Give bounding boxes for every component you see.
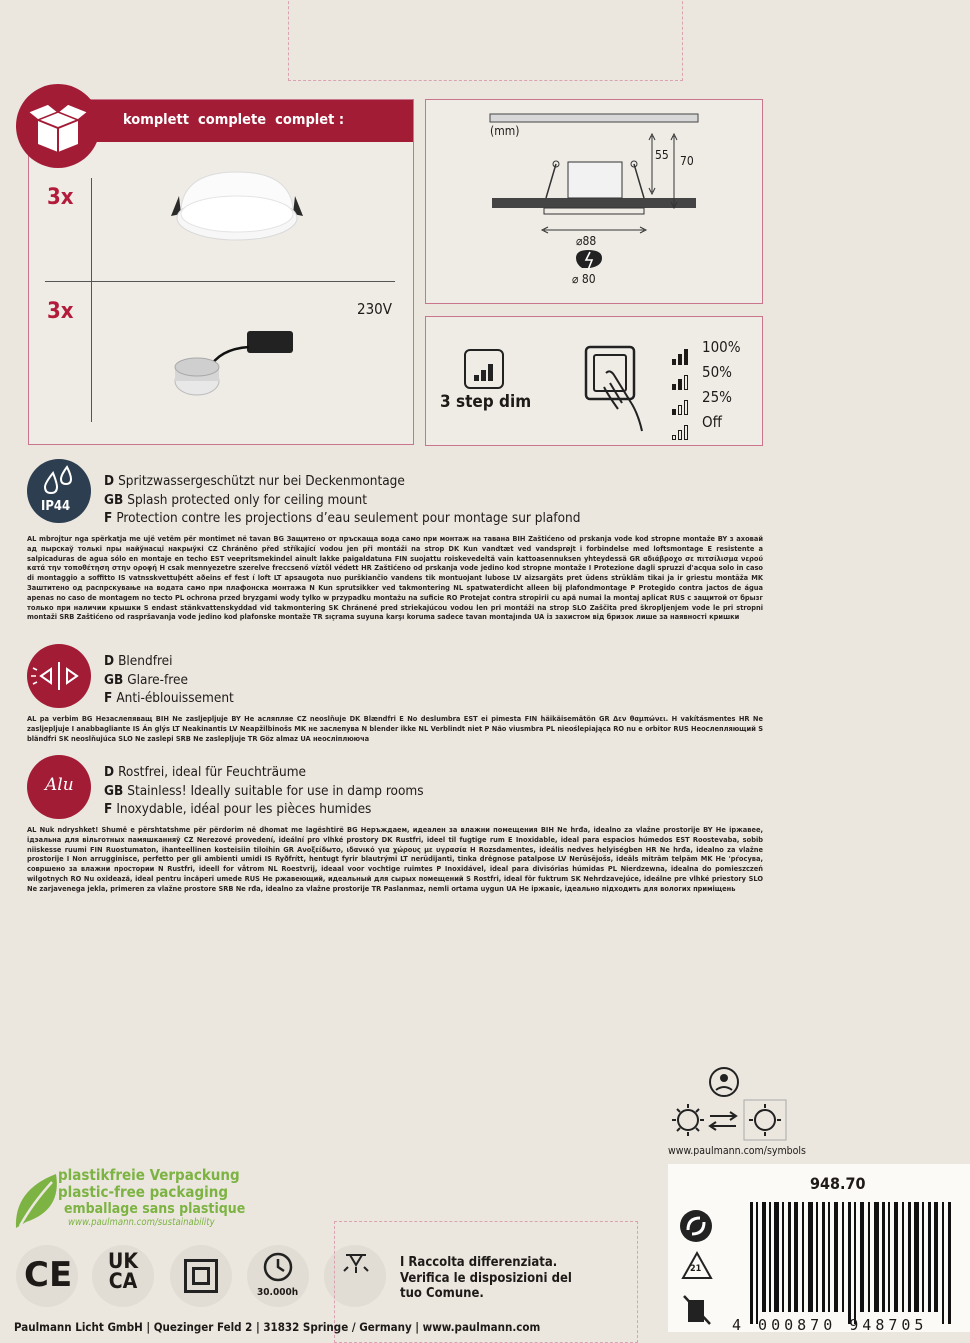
height-inner-label: 55 [655,148,669,162]
top-flap-outline [288,0,683,81]
qty-row-2: 3x [47,299,74,324]
aluminium-icon [27,755,91,819]
footer-address: Paulmann Licht GmbH | Quezinger Feld 2 | 31832 Springe / Germany | www.paulmann.com [14,1320,541,1334]
qty-divider [91,178,92,422]
feature-alu-text [104,763,764,819]
downlight-image [167,166,307,246]
dimensions-panel [425,99,763,304]
ukca-mark: UK CA [92,1245,154,1307]
dim-level-off: Off [672,410,741,435]
feature-ip44-gb: GB Splash protected only for ceiling mount [104,491,367,508]
packaging-line-de: plastikfreie Verpackung [58,1166,240,1184]
feature-glare-gb: GB Glare-free [104,671,188,688]
dim-steps-icon [464,349,504,389]
recycling-note: I Raccolta differenziata. Verifica le disposizioni del tuo Comune. [400,1255,572,1301]
lifetime-label: 30.000h [257,1287,299,1298]
leaf-icon [12,1170,64,1232]
bin-icon [682,1292,712,1326]
symbols-url: www.paulmann.com/symbols [668,1145,806,1157]
barcode-digits: 4 000870 948705 [732,1316,928,1334]
voltage-label: 230V [357,300,392,318]
packaging-line-en: plastic-free packaging [58,1183,229,1201]
glare-free-icon [27,644,91,708]
feature-ip44-translations: AL mbrojtur nga spërkatja me ujë vetëm për montimet në tavan BG Защитено от пръскаща вода само при монтаж на тавана BIH Zaštićeno od prskanja vode kod stropne montaže BY з аховай ад пырскаў толькі пры найўнасці накрыўкі CZ Chráněno před stříkající vodou jen při montáži na strop DK Kun vandtæt ved vandsprøjt i forbindelse med loftsmontage E resistente a salpicaduras de agua sólo en montaje en techo EST veepritsmekindel ainult lakke paigaldatuna FIN suojattu roiskevedeltä vain kattoasennuksen yhteydessä GR αδιάβροχο σε πιτσίλισμα νερού κατά την τοποθέτηση στην οροφή H csak mennyezetre szerelve freccsenő víztől védett HR Zaštićeno od prskanja vode jedino kod stropne montaže I Protezione dagli spruzzi d'acqua solo in caso di montaggio a soffitto IS vatnsskvettuþétt aðeins ef fest í loft LT apsaugota nuo purškiančio vandens tik montuojant lubose LV aizsargāts pret ūdens strūklām tikai ja ir griestu montāža MK Заштитено од распрскување на водата само при плафонска монтажа N Kun sprutsikker ved takmontering NL spatwaterdicht alleen bij plafondmontage P Protegido contra jactos de água apenas no caso de montagem no tecto PL ochrona przed bryzgami wody tylko w przypadku montażu na suficie RO Protejat contra stropirii cu apă numai la montaj aplicat RUS с защитой от брызг только при наличии крышки S endast stänkvattenskyddad vid takmontering SK Chránené pred striekajúcou vodou len pri montáži na strop SLO Zaščita pred škropljenjem vode le pri stropni montaži SRB Zaštićeno od raspršavanja vode jedino kod plafonske montaže TR sıçrama suyuna karşı koruma sadece tavan montajında UA із захистом від бризок лише за наявності кришки [27,534,763,622]
packaging-url: www.paulmann.com/sustainability [68,1217,215,1228]
diameter-label: ⌀88 [576,234,597,248]
dimming-panel [425,316,763,446]
feature-ip44-text [104,472,764,528]
feature-glare-f: F Anti-éblouissement [104,690,234,706]
cutout-label: ⌀ 80 [572,272,596,286]
row-divider [45,281,395,282]
feature-glare-text [104,652,764,708]
feature-alu-f: F Inoxydable, idéal pour les pièces humides [104,801,372,817]
feature-ip44-f: F Protection contre les projections d’eau seulement pour montage sur plafond [104,510,581,526]
feature-glare-d: D Blendfrei [104,653,173,669]
ce-mark: CE [16,1245,78,1307]
ip44-label: IP44 [41,499,71,514]
recycle-arrows-icon [678,1208,714,1244]
qty-row-1: 3x [47,185,74,210]
recycle-code: 21 [690,1264,702,1274]
packaging-line-fr: emballage sans plastique [64,1201,246,1217]
barcode-panel [668,1164,970,1332]
alu-label: Alu [45,775,74,795]
feature-ip44-d: D Spritzwassergeschützt nur bei Deckenmontage [104,473,405,489]
dim-level-100: 100% [672,335,741,360]
product-number: 948.70 [810,1174,866,1193]
packaging-claim [58,1167,245,1228]
feature-glare-translations: AL pa verbim BG Незаслепяващ BIH Ne zasljepljuje BY Не асляпляе CZ neoslňuje DK Blændfri E No deslumbra EST ei pimesta FIN häikäisemätön GR Δεν θαμπώνει. H vakításmentes HR Ne zasljepljuje I anabbagliante IS Án glýs LT Neakinantis LV Neapžilbinošs MK не заслепува N blender ikke NL Verblindt niet P Não viusmbra PL nieoślepiająca RO nu e orbitor RUS Неослепляющий S bländfri SK neoslňujúca SLO Ne zaslepi SRB Ne zasleplјuje TR Göz almaz UA неосліплююча [27,714,763,743]
dim-levels [672,335,741,435]
dim-level-50: 50% [672,360,741,385]
ip44-icon [27,459,91,523]
class2-mark [170,1245,232,1307]
feature-alu-gb: GB Stainless! Ideally suitable for use in damp rooms [104,782,424,799]
clock-icon [262,1251,294,1283]
barcode [748,1202,962,1326]
package-box-icon [16,84,100,168]
contents-header-label: komplett complete complet : [123,112,345,128]
dim-label: 3 step dim [440,392,532,412]
height-outer-label: 70 [680,154,694,168]
dim-level-25: 25% [672,385,741,410]
unit-label: (mm) [490,124,520,138]
warmdim-symbols-icon [666,1064,796,1146]
lifetime-mark [247,1245,309,1307]
feature-alu-d: D Rostfrei, ideal für Feuchträume [104,764,307,780]
feature-alu-translations: AL Nuk ndryshket! Shumë e përshtatshme për përdorim në dhomat me lagështirë BG Неръждаем, идеален за влажни помещения BIH Ne hrđa, idealno za vlažne prostorije BY Не іржавее, ідэальна для вільготных памяшканняў CZ Nerezové provedení, ideální pro vlhké prostory DK Rustfri, ideel til fugtige rum E Inoxidable, ideal para espacios húmedos EST Roostevaba, sobib niiskesse ruumi FIN Ruostumaton, ihanteellinen kosteisiin tiloihin GR Ανοξείδωτο, ιδανικό για χώρους με υγρασία H Rozsdamentes, ideális nedves helyiségben HR Ne hrđa, idealno za vlažne prostorije I Non arrugginisce, perfetto per gli ambienti umidi IS Ryðfrítt, hentugt fyrir blautrými LT nerūdijanti, tinka drėgnose patalpose LV Nerūsējošs, ideāls mitrām telpām MK Не 'рѓосува, совршено за влажни простории N Rustfri, ideell for våtrom NL Roestvrij, ideaal voor vochtige ruimtes P Inoxidável, ideal para divisórias húmidas PL Nierdzewna, idealna do pomieszczeń wilgotnych RO Nu oxidează, ideal pentru încăperi umede RUS Не ржавеющий, идеальный для сырых помещений S Rostfri, ideal för fuktrum SK Nehrdzavejúce, ideálne pre vlhké priestory SLO Ne zarjavenega jekla, primeren za vlažne prostore SRB Ne rđa, idealno za vlažne prostorije TR Paslanmaz, nemli ortama uygun UA Не іржавіє, ідеально підходить для вологих приміщень [27,825,763,893]
hand-switch-icon [582,343,654,433]
led-module-driver-image [169,325,309,405]
